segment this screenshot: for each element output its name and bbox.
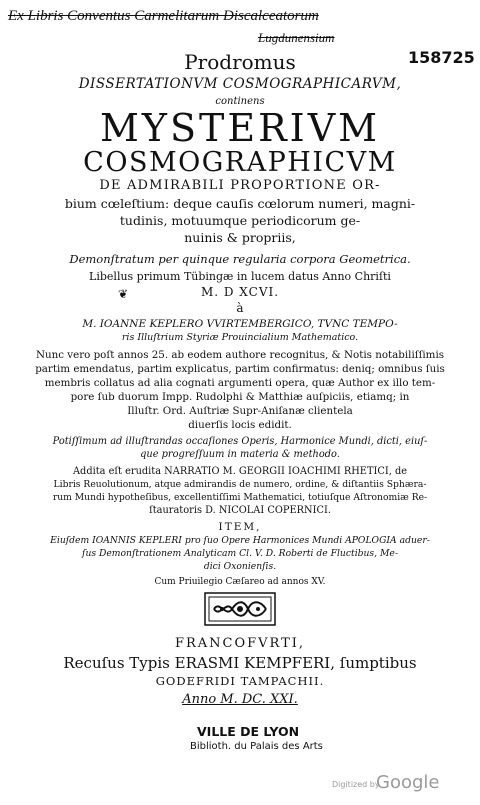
printer-ornament <box>204 592 276 626</box>
nunc-line-2: partim emendatus, partim explicatus, partim confirmatus: deniq; omnibus ſuis <box>35 363 445 375</box>
library-stamp-line-1: VILLE DE LYON <box>197 724 300 739</box>
potissimum-line-2: que progreſſuum in materia & methodo. <box>140 449 340 460</box>
author-line-2: ris Illuſtrium Styriæ Prouincialium Mathematico. <box>121 332 359 343</box>
title-line-2: bium cœleſtium: deque cauſis cœlorum numeri, magni- <box>64 196 416 211</box>
year-1596: M. D XCVI. <box>200 285 280 299</box>
imprint-year: Anno M. DC. XXI. <box>182 692 298 707</box>
nunc-line-1: Nunc vero poſt annos 25. ab eodem authore recognitus, & Notis notabiliſſimis <box>35 349 445 361</box>
addita-line-3: rum Mundi hypotheſibus, excellentiſſimi Mathematici, totiuſque Aſtronomiæ Re- <box>52 492 428 503</box>
fleuron-ornament: ❦ <box>118 287 129 301</box>
item-line-2: ſus Demonſtrationem Analyticam Cl. V. D. Roberti de Fluctibus, Me- <box>82 548 398 559</box>
addita-line-4: ſtauratoris D. NICOLAI COPERNICI. <box>149 505 331 516</box>
item-label: ITEM, <box>218 521 262 533</box>
dissertationum-line: DISSERTATIONVM COSMOGRAPHICARVM, <box>78 76 402 92</box>
privilege-line: Cum Priuilegio Cæſareo ad annos XV. <box>154 577 326 587</box>
item-line-1: Eiuſdem IOANNIS KEPLERI pro ſuo Opere Harmonices Mundi APOLOGIA aduer- <box>50 535 430 546</box>
digitized-by-label: Digitized by <box>332 780 380 789</box>
imprint-line-2: GODEFRIDI TAMPACHII. <box>155 674 325 688</box>
cosmographicum-heading: COSMOGRAPHICVM <box>83 147 397 178</box>
a-word: à <box>236 301 244 315</box>
ownership-inscription: Ex Libris Conventus Carmelitarum Discalceatorum <box>8 8 319 24</box>
shelf-number: 158725 <box>408 48 475 67</box>
addita-line-1: Addita eſt erudita NARRATIO M. GEORGII IOACHIMI RHETICI, de <box>72 466 408 477</box>
author-line-1: M. IOANNE KEPLERO VVIRTEMBERGICO, TVNC TEMPO- <box>82 318 398 330</box>
title-line-3: tudinis, motuumque periodicorum ge- <box>119 213 361 228</box>
title-line-4: nuinis & propriis, <box>184 230 296 245</box>
potissimum-line-1: Potiſſimum ad illuſtrandas occaſiones Operis, Harmonice Mundi, dicti, eiuſ- <box>52 436 428 447</box>
item-line-3: dici Oxonienſis. <box>203 561 277 572</box>
libellus-line: Libellus primum Tübingæ in lucem datus Anno Chriſti <box>89 270 391 283</box>
imprint-line-1: Recuſus Typis ERASMI KEMPFERI, ſumptibus <box>63 654 417 672</box>
imprint-city: FRANCOFVRTI, <box>174 636 306 651</box>
prodromus-heading: Prodromus <box>184 50 296 74</box>
nunc-line-4: pore ſub duorum Impp. Rudolphi & Matthiæ auſpiciis, etiamq; in <box>70 391 410 403</box>
library-stamp-line-2: Biblioth. du Palais des Arts <box>190 741 323 752</box>
nunc-line-6: diuerſis locis edidit. <box>188 419 292 431</box>
continens-word: continens <box>215 96 265 107</box>
nunc-line-5: Illuſtr. Ord. Auſtriæ Supr-Aniſanæ clientela <box>127 405 353 417</box>
mysterium-heading: MYSTERIVM <box>99 106 381 150</box>
addita-line-2: Libris Reuolutionum, atque admirandis de numero, ordine, & diſtantiis Sphæra- <box>53 479 427 490</box>
google-logo: Google <box>376 772 440 793</box>
demonstratum-line: Demonſtratum per quinque regularia corpora Geometrica. <box>69 252 411 266</box>
nunc-line-3: membris collatus ad alia cognati argumenti opera, quæ Author ex illo tem- <box>44 377 436 389</box>
title-line-1: DE ADMIRABILI PROPORTIONE OR- <box>99 178 381 193</box>
ownership-inscription-2: Lugdunensium <box>258 30 335 45</box>
